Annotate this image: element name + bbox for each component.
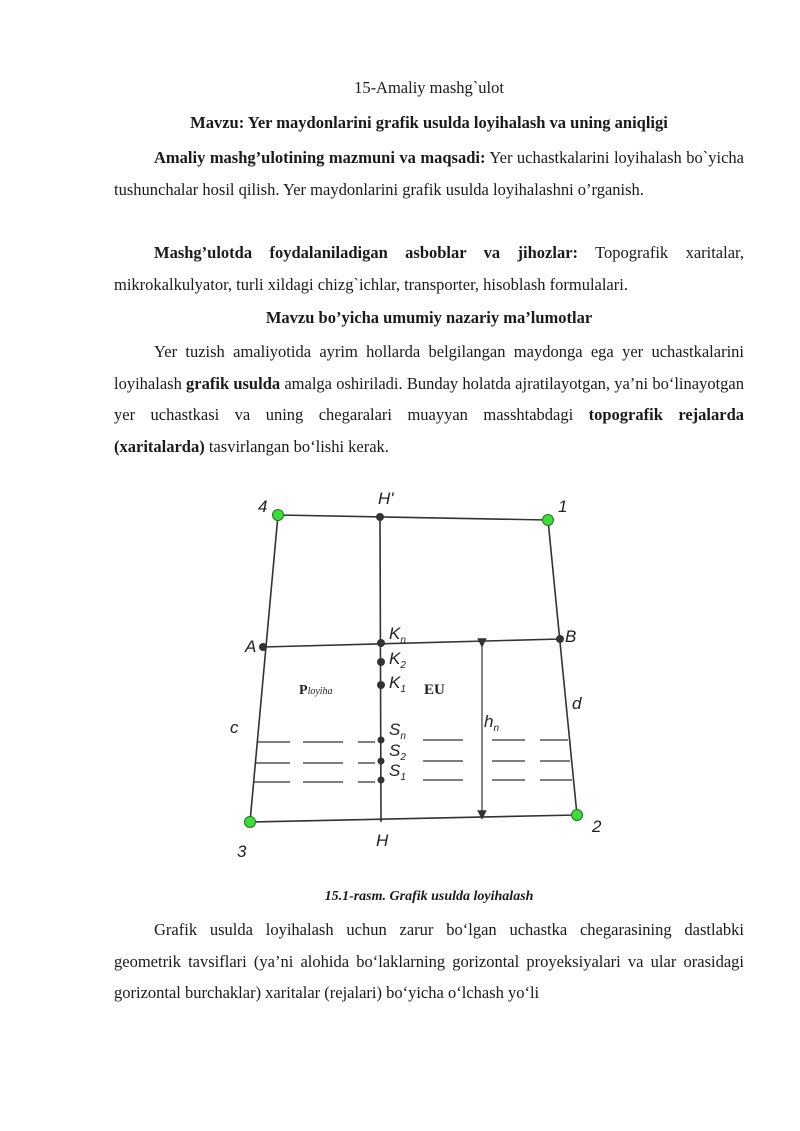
corner-point-3: [245, 817, 256, 828]
land-plot-diagram: [220, 480, 620, 870]
point-s2: [378, 758, 385, 765]
point-k2: [377, 658, 385, 666]
label-k1: $K_1$: [389, 673, 406, 695]
label-k2: $K_2$: [389, 649, 406, 671]
label-h: H: [376, 831, 389, 850]
label-c: c: [230, 718, 239, 737]
point-a: [259, 643, 267, 651]
boundary-4-1: [278, 515, 548, 520]
boundary-2-3: [250, 815, 577, 822]
label-corner-1: 1: [558, 497, 568, 516]
label-hn: $h_n$: [484, 712, 500, 734]
theory-text-2: amalga oshiriladi. Bunday holatda ajratilayotgan, ya’ni bo‘linayotgan yer uchastkasi va uning chegaralari muayyan masshtabdagi: [114, 373, 744, 424]
tools-text: Topografik xaritalar, mikrokalkulyator, turli xildagi chizg`ichlar, transporter, hisoblash formulalari.: [114, 243, 744, 294]
theory-bold-1: grafik usulda: [186, 373, 281, 393]
label-h-prime: H': [378, 489, 394, 508]
boundary-1-2: [548, 520, 577, 815]
line-a-b: [263, 639, 560, 647]
plot-boundary: [250, 515, 577, 822]
label-s2: $S_2$: [389, 741, 406, 763]
point-hprime: [376, 513, 384, 521]
section-title: Mavzu bo’yicha umumiy nazariy ma’lumotlar: [265, 308, 593, 327]
label-corner-2: 2: [592, 817, 602, 836]
theory-bold-2: topografik rejalarda (xaritalarda): [114, 405, 744, 456]
page-title: 15-Amaliy mashg`ulot: [354, 78, 504, 97]
theory-text-1: Yer tuzish amaliyotida ayrim hollarda belgilangan maydonga ega yer uchastkalarini loyihalash: [114, 342, 744, 393]
label-p-loyiha: Ployiha: [299, 683, 333, 698]
theory-text-3: tasvirlangan bo‘lishi kerak.: [204, 436, 389, 456]
line-h-hprime: [380, 517, 381, 822]
point-s1: [378, 777, 385, 784]
tools-label: Mashg’ulotda foydalaniladigan asboblar va jihozlar:: [154, 243, 579, 262]
label-a: A: [245, 637, 257, 656]
point-b: [556, 635, 564, 643]
inner-points: [259, 513, 564, 784]
label-d: d: [572, 694, 582, 713]
corner-point-1: [543, 515, 554, 526]
closing-paragraph: Grafik usulda loyihalash uchun zarur bo‘lgan uchastka chegarasining dastlabki geometrik tavsiflari (ya’ni alohida bo‘laklarning gorizontal proyeksiyalari va ular orasidagi gorizontal burchaklar) xaritalar (rejalari) bo‘yicha o‘lchash yo‘li: [114, 920, 744, 1002]
hatch-lines: [253, 740, 572, 782]
topic-line: [114, 113, 744, 133]
topic-label: Mavzu:: [190, 113, 245, 132]
label-kn: $K_n$: [389, 624, 406, 646]
point-k1: [377, 681, 385, 689]
tools-paragraph: [114, 237, 744, 300]
corner-point-2: [572, 810, 583, 821]
theory-paragraph: [114, 336, 744, 462]
point-sn: [378, 737, 385, 744]
figure-caption: 15.1-rasm. Grafik usulda loyihalash: [324, 889, 534, 904]
label-corner-4: 4: [258, 497, 268, 516]
purpose-label: Amaliy mashg’ulotining mazmuni va maqsadi:: [154, 148, 486, 167]
label-corner-3: 3: [237, 842, 247, 861]
corner-points: [245, 510, 583, 828]
label-eu: EU: [424, 682, 445, 698]
label-b: B: [565, 627, 577, 646]
label-s1: $S_1$: [389, 761, 406, 783]
label-sn: $S_n$: [389, 720, 406, 742]
purpose-text: Yer uchastkalarini loyihalash bo`yicha tushunchalar hosil qilish. Yer maydonlarini grafik usulda loyihalashni o’rganish.: [114, 148, 744, 199]
point-kn: [377, 639, 385, 647]
boundary-3-4: [250, 515, 278, 822]
topic-text: Yer maydonlarini grafik usulda loyihalash va uning aniqligi: [247, 113, 668, 132]
purpose-paragraph: [114, 142, 744, 205]
corner-point-4: [273, 510, 284, 521]
